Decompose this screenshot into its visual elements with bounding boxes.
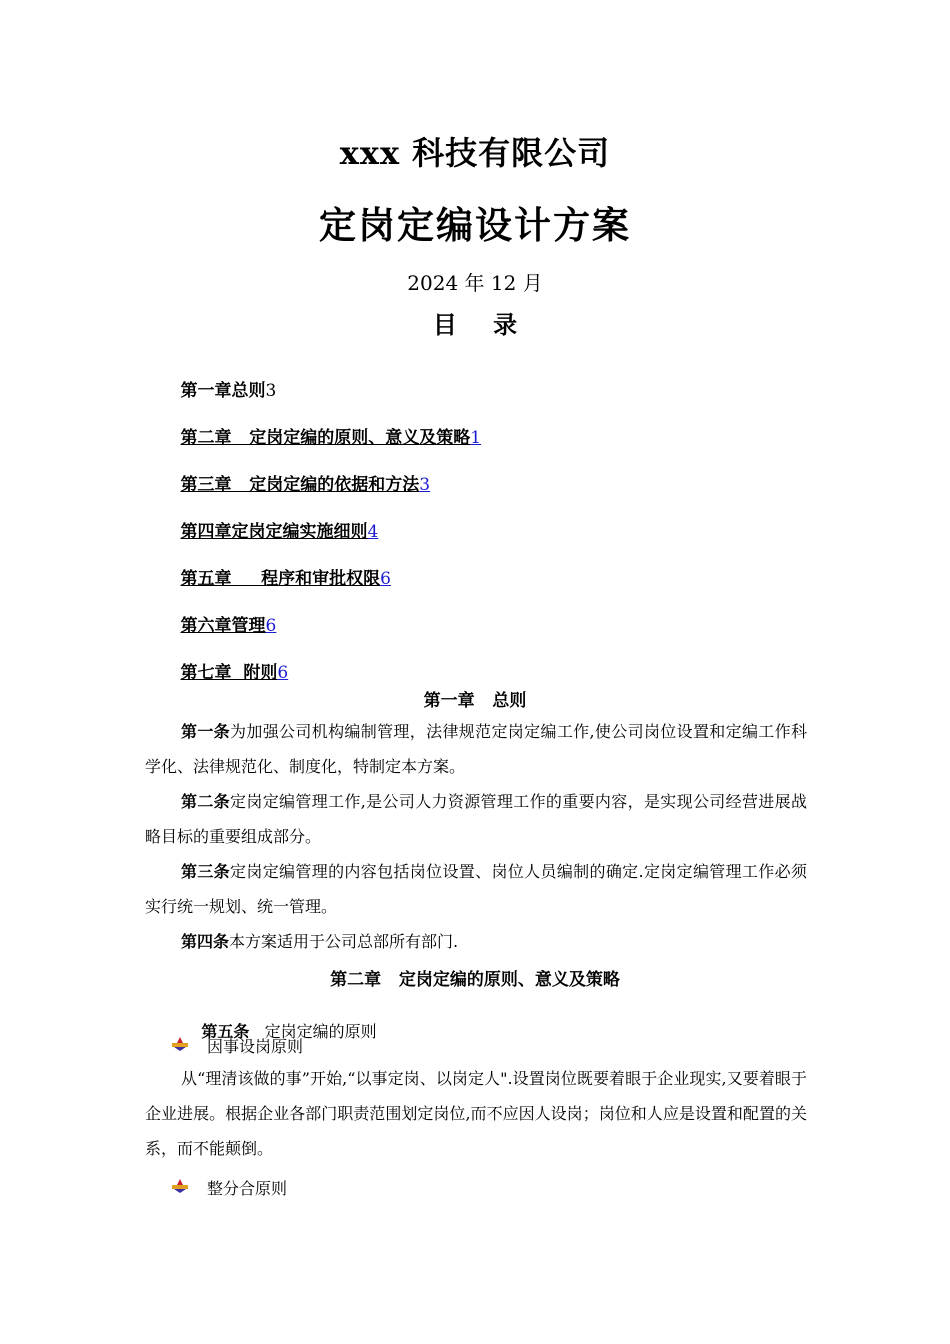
toc-item-page-link[interactable]: 6 (380, 569, 391, 589)
article-text: 定岗定编管理的内容包括岗位设置、岗位人员编制的确定.定岗定编管理工作必须实行统一规划、统一管理。 (145, 862, 807, 916)
bullet-arrow-icon (172, 1037, 188, 1051)
toc-item-page: 3 (265, 381, 277, 401)
bullet-arrow-icon (172, 1179, 188, 1193)
article-text: 为加强公司机构编制管理，法律规范定岗定编工作,使公司岗位设置和定编工作科学化、法律规范化、制度化，特制定本方案。 (145, 722, 807, 776)
toc-item-page-link[interactable]: 1 (470, 428, 482, 448)
article-label: 第三条 (181, 862, 231, 881)
principle-paragraph: 从“理清该做的事”开始,“以事定岗、以岗定人".设置岗位既要着眼于企业现实,又要着眼于企业进展。根据企业各部门职责范围划定岗位,而不应因人设岗；岗位和人应是设置和配置的关系，而不能颠倒。 (145, 1069, 807, 1158)
toc-item-page-link[interactable]: 3 (419, 475, 431, 495)
toc-item-label: 第六章管理 (180, 616, 266, 636)
article-paragraph (145, 924, 807, 959)
article-label: 第二条 (181, 792, 231, 811)
article-text: 定岗定编管理工作,是公司人力资源管理工作的重要内容，是实现公司经营进展战略目标的重要组成部分。 (145, 792, 807, 846)
company-name: xxx 科技有限公司 (339, 134, 611, 172)
article-label: 第四条 (181, 932, 230, 951)
toc-item-label: 第七章 附则 (180, 663, 278, 683)
toc-item-label: 第一章总则 (180, 381, 266, 401)
chapter-heading: 第二章 定岗定编的原则、意义及策略 (330, 970, 620, 990)
toc-item-page-link[interactable]: 6 (277, 663, 289, 683)
toc-item-page-link[interactable]: 6 (265, 616, 277, 636)
chapter-heading: 第一章 总则 (423, 691, 527, 711)
article-text: 本方案适用于公司总部所有部门. (229, 932, 459, 951)
toc-item-label: 第五章 程序和审批权限 (180, 569, 381, 589)
article-text: 定岗定编的原则 (249, 1022, 377, 1041)
article-label: 第一条 (181, 722, 231, 741)
toc-item-page-link[interactable]: 4 (367, 522, 379, 542)
bullet-item: 因事设岗原则 (207, 1037, 304, 1056)
document-title: 定岗定编设计方案 (319, 203, 631, 247)
toc-heading: 目 录 (432, 310, 518, 339)
article-paragraph (145, 714, 807, 784)
bullet-item: 整分合原则 (207, 1179, 288, 1198)
article-label: 第五条 (201, 1022, 250, 1041)
toc-item-label: 第三章 定岗定编的依据和方法 (180, 475, 420, 495)
toc-item-label: 第四章定岗定编实施细则 (180, 522, 368, 542)
article-paragraph (145, 784, 807, 854)
article-paragraph (145, 854, 807, 924)
toc-item-label: 第二章 定岗定编的原则、意义及策略 (180, 428, 471, 448)
document-date: 2024 年 12 月 (407, 271, 543, 295)
